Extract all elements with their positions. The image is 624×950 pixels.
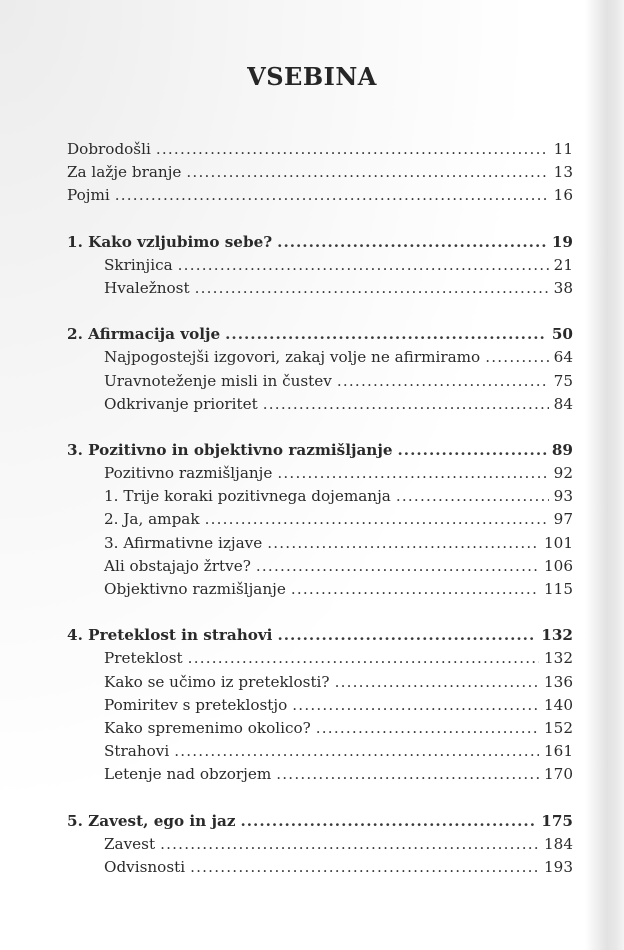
toc-chapter-label: 3. Pozitivno in objektivno razmišljanje xyxy=(67,440,393,459)
dot-leader xyxy=(188,647,539,670)
toc-section-label: Uravnoteženje misli in čustev xyxy=(104,371,332,390)
toc-chapter[interactable] xyxy=(67,231,573,254)
toc-section-label: Kako se učimo iz preteklosti? xyxy=(104,672,330,691)
dot-leader xyxy=(156,138,549,161)
toc-page-number: 193 xyxy=(544,857,573,876)
toc-page-number: 13 xyxy=(553,163,573,182)
toc-page-number: 21 xyxy=(553,255,573,274)
toc-section-label: Kako spremenimo okolico? xyxy=(104,718,311,737)
dot-leader xyxy=(186,161,548,184)
toc-section-label: Najpogostejši izgovori, zakaj volje ne afirmiramo xyxy=(104,348,481,367)
toc-section[interactable] xyxy=(67,393,573,416)
table-of-contents xyxy=(67,138,573,879)
dot-leader xyxy=(292,694,539,717)
toc-section[interactable] xyxy=(67,254,573,277)
toc-section-label: Odkrivanje prioritet xyxy=(104,394,258,413)
toc-page-number: 75 xyxy=(553,371,573,390)
dot-leader xyxy=(190,856,539,879)
dot-leader xyxy=(205,508,549,531)
toc-page-number: 93 xyxy=(553,487,573,506)
toc-section-label: Preteklost xyxy=(104,649,183,668)
dot-leader xyxy=(291,578,539,601)
toc-section[interactable] xyxy=(67,763,573,786)
toc-chapter[interactable] xyxy=(67,810,573,833)
toc-section[interactable] xyxy=(67,462,573,485)
toc-section-label: Ali obstajajo žrtve? xyxy=(104,556,251,575)
toc-section[interactable] xyxy=(67,856,573,879)
toc-page-number: 101 xyxy=(544,533,573,552)
toc-chapter-label: 2. Afirmacija volje xyxy=(67,325,221,344)
toc-section-label: Skrinjica xyxy=(104,255,173,274)
toc-chapter[interactable] xyxy=(67,439,573,462)
section-spacer xyxy=(67,601,573,624)
toc-entry-label: Pojmi xyxy=(67,186,110,205)
toc-chapter[interactable] xyxy=(67,323,573,346)
section-spacer xyxy=(67,787,573,810)
toc-page-number: 16 xyxy=(553,186,573,205)
toc-page-number: 140 xyxy=(544,695,573,714)
dot-leader xyxy=(335,671,539,694)
toc-section[interactable] xyxy=(67,555,573,578)
dot-leader xyxy=(263,393,549,416)
toc-section-label: 2. Ja, ampak xyxy=(104,510,200,529)
toc-section-label: Pozitivno razmišljanje xyxy=(104,464,273,483)
toc-page-number: 132 xyxy=(544,649,573,668)
toc-section[interactable] xyxy=(67,740,573,763)
page-title: VSEBINA xyxy=(247,62,377,91)
dot-leader xyxy=(396,485,549,508)
toc-section[interactable] xyxy=(67,485,573,508)
toc-section-label: Zavest xyxy=(104,834,156,853)
toc-section[interactable] xyxy=(67,717,573,740)
toc-entry[interactable] xyxy=(67,138,573,161)
toc-page-number: 161 xyxy=(544,742,573,761)
toc-page-number: 152 xyxy=(544,718,573,737)
toc-section[interactable] xyxy=(67,532,573,555)
toc-section-label: 3. Afirmativne izjave xyxy=(104,533,263,552)
toc-section-label: Letenje nad obzorjem xyxy=(104,765,272,784)
section-spacer xyxy=(67,416,573,439)
toc-page-number: 64 xyxy=(553,348,573,367)
dot-leader xyxy=(277,231,547,254)
toc-page-number: 136 xyxy=(544,672,573,691)
toc-section[interactable] xyxy=(67,277,573,300)
toc-entry-label: Za lažje branje xyxy=(67,163,182,182)
dot-leader xyxy=(160,833,539,856)
toc-section-label: 1. Trije koraki pozitivnega dojemanja xyxy=(104,487,391,506)
toc-chapter[interactable] xyxy=(67,624,573,647)
dot-leader xyxy=(240,810,536,833)
toc-section-label: Objektivno razmišljanje xyxy=(104,580,286,598)
toc-section[interactable] xyxy=(67,671,573,694)
toc-chapter-label: 1. Kako vzljubimo sebe? xyxy=(67,232,273,251)
toc-section-label: Strahovi xyxy=(104,742,170,761)
toc-section[interactable] xyxy=(67,370,573,393)
section-spacer xyxy=(67,208,573,231)
toc-page-number: 11 xyxy=(553,140,573,158)
toc-section[interactable] xyxy=(67,694,573,717)
toc-section[interactable] xyxy=(67,346,573,369)
toc-page-number: 115 xyxy=(544,580,573,598)
dot-leader xyxy=(485,346,548,369)
toc-page-number: 89 xyxy=(551,440,573,459)
toc-chapter-label: 5. Zavest, ego in jaz xyxy=(67,811,236,830)
dot-leader xyxy=(195,277,549,300)
dot-leader xyxy=(398,439,547,462)
toc-page-number: 97 xyxy=(553,510,573,529)
dot-leader xyxy=(174,740,539,763)
toc-page-number: 170 xyxy=(544,765,573,784)
dot-leader xyxy=(316,717,539,740)
toc-section-label: Odvisnosti xyxy=(104,857,186,876)
dot-leader xyxy=(115,184,549,207)
toc-page-number: 84 xyxy=(553,394,573,413)
dot-leader xyxy=(277,462,548,485)
dot-leader xyxy=(276,763,539,786)
toc-entry[interactable] xyxy=(67,161,573,184)
toc-section[interactable] xyxy=(67,578,573,601)
toc-section[interactable] xyxy=(67,833,573,856)
toc-page-number: 19 xyxy=(551,232,573,251)
toc-section-label: Hvaležnost xyxy=(104,278,190,297)
toc-entry[interactable] xyxy=(67,184,573,207)
dot-leader xyxy=(267,532,539,555)
toc-entry-label: Dobrodošli xyxy=(67,140,151,158)
dot-leader xyxy=(225,323,547,346)
toc-page-number: 92 xyxy=(553,464,573,483)
dot-leader xyxy=(256,555,539,578)
toc-chapter-label: 4. Preteklost in strahovi xyxy=(67,626,273,645)
toc-page-number: 50 xyxy=(551,325,573,344)
toc-page-number: 184 xyxy=(544,834,573,853)
toc-page-number: 38 xyxy=(553,278,573,297)
toc-section[interactable] xyxy=(67,647,573,670)
toc-page-number: 175 xyxy=(541,811,573,830)
toc-section[interactable] xyxy=(67,508,573,531)
section-spacer xyxy=(67,300,573,323)
dot-leader xyxy=(178,254,549,277)
toc-page-number: 132 xyxy=(541,626,573,645)
toc-page-number: 106 xyxy=(544,556,573,575)
dot-leader xyxy=(277,624,536,647)
toc-section-label: Pomiritev s preteklostjo xyxy=(104,695,288,714)
dot-leader xyxy=(337,370,549,393)
